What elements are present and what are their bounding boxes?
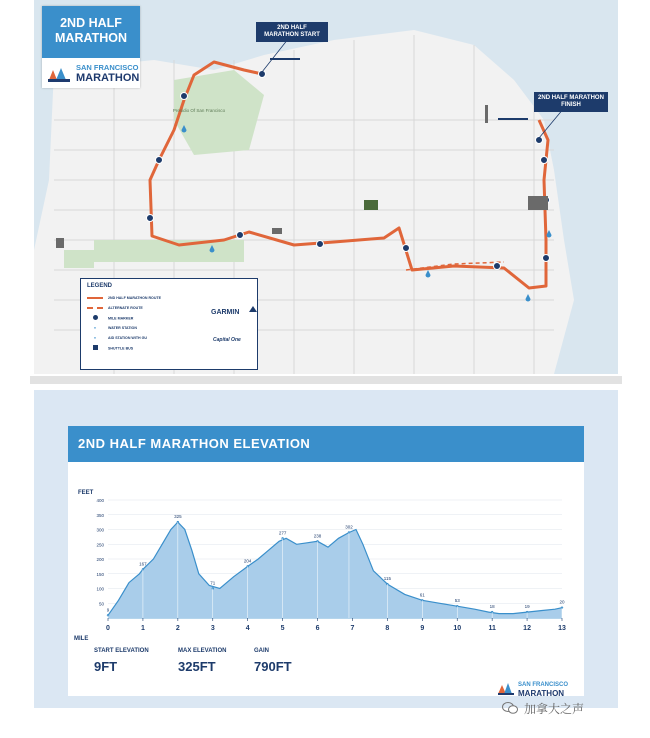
map-title: 2ND HALF MARATHON [42, 6, 140, 58]
x-tick-label: 12 [523, 625, 531, 632]
elevation-point-label: 18 [489, 604, 495, 610]
elevation-point-label: 238 [313, 533, 322, 539]
y-tick-label: 350 [96, 512, 104, 518]
x-tick-label: 13 [558, 625, 566, 632]
map-brand-top: SAN FRANCISCO [76, 63, 139, 72]
y-axis-label: FEET [78, 490, 94, 496]
sf-marathon-logo-icon [498, 682, 514, 696]
elevation-point-label: 19 [524, 604, 530, 610]
elevation-card [68, 426, 584, 696]
stat-gain: GAIN 790FT [254, 648, 292, 674]
y-tick-label: 400 [96, 498, 104, 503]
x-tick-label: 0 [106, 625, 110, 632]
y-tick-label: 250 [96, 542, 104, 548]
legend-item-route: 2ND HALF MARATHON ROUTE [87, 295, 161, 301]
elevation-brand-bottom: MARATHON [518, 689, 565, 698]
y-tick-label: 300 [96, 527, 104, 533]
garmin-triangle-icon [249, 306, 257, 312]
elevation-point-label: 204 [243, 558, 252, 564]
elevation-point-label: 20 [559, 599, 565, 605]
route-map-panel [34, 0, 618, 374]
map-legend [80, 278, 258, 370]
elevation-point-label: 53 [454, 598, 460, 604]
elevation-panel [34, 390, 618, 708]
y-tick-label: 200 [96, 557, 104, 562]
legend-item-alternate: ALTERNATE ROUTE [87, 305, 143, 311]
x-tick-label: 8 [385, 625, 390, 632]
elevation-point-label: 325 [174, 514, 182, 520]
garmin-logo: GARMIN [211, 309, 240, 316]
map-brand-bottom: MARATHON [76, 72, 140, 84]
x-tick-label: 4 [245, 625, 250, 632]
x-tick-label: 2 [175, 625, 180, 632]
elevation-point-label: 61 [419, 592, 425, 598]
x-tick-label: 1 [140, 625, 145, 632]
legend-item-aid: ● AID STATION WITH GU [93, 336, 147, 341]
x-tick-label: 9 [420, 625, 425, 632]
x-tick-label: 5 [280, 625, 285, 632]
presidio-label: Presidio Of San Francisco [172, 108, 226, 113]
panel-divider [30, 376, 622, 384]
y-tick-label: 150 [96, 571, 104, 577]
elevation-point-label: 302 [345, 524, 353, 530]
elevation-title: 2ND HALF MARATHON ELEVATION [78, 436, 311, 451]
x-axis-label: MILE [74, 636, 89, 642]
elevation-point-label: 71 [210, 580, 216, 586]
finish-tag [498, 118, 528, 120]
watermark-text: 加拿大之声 [524, 702, 585, 716]
sf-marathon-logo-icon [48, 64, 70, 84]
stat-max-elevation: MAX ELEVATION 325FT [178, 648, 227, 674]
elevation-brand-top: SAN FRANCISCO [518, 682, 569, 688]
elevation-point-label: 115 [383, 576, 391, 582]
x-tick-label: 7 [350, 625, 355, 632]
x-tick-label: 3 [210, 625, 215, 632]
capital-one-logo: Capital One [213, 337, 241, 343]
legend-item-mile-marker: MILE MARKER [87, 315, 133, 321]
x-tick-label: 11 [488, 625, 496, 632]
legend-title: LEGEND [87, 283, 113, 289]
map-title-box [42, 6, 140, 88]
finish-callout: 2ND HALF MARATHON FINISH [534, 92, 608, 112]
y-tick-label: 100 [96, 586, 104, 592]
x-tick-label: 10 [453, 625, 462, 632]
elevation-point-label: 277 [278, 530, 287, 536]
start-tag [270, 58, 300, 60]
legend-item-water: ● WATER STATION [93, 326, 137, 331]
y-tick-label: 50 [98, 601, 104, 607]
legend-item-shuttle: SHUTTLE BUS [87, 345, 133, 351]
elevation-point-label: 167 [139, 561, 147, 567]
wechat-icon [502, 702, 518, 714]
stat-start-elevation: START ELEVATION 9FT [94, 648, 149, 674]
elevation-header [68, 426, 584, 462]
x-tick-label: 6 [315, 625, 320, 632]
start-callout: 2ND HALF MARATHON START [256, 22, 328, 42]
elevation-point-label: 9 [106, 607, 110, 613]
